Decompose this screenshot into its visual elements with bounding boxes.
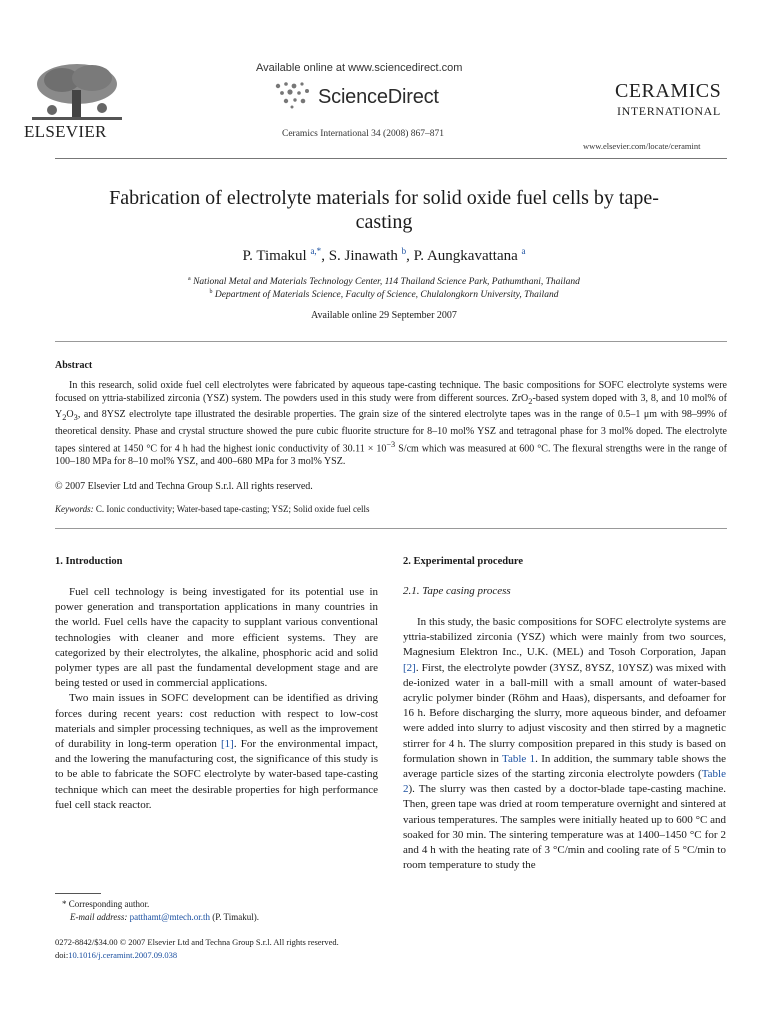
footnote-marker: * xyxy=(62,899,67,909)
footnote-divider xyxy=(55,893,101,894)
sciencedirect-dots-icon xyxy=(272,80,314,115)
section-heading-introduction: 1. Introduction xyxy=(55,556,123,567)
available-online-text[interactable]: Available online at www.sciencedirect.com xyxy=(256,62,463,74)
issn-copyright-line: 0272-8842/$34.00 © 2007 Elsevier Ltd and Techna Group S.r.l. All rights reserved. xyxy=(55,937,339,947)
author-list: P. Timakul $^{a,*}$, S. Jinawath $^b$, P. Aungkavattana $^a$ xyxy=(242,246,526,264)
copyright-notice: © 2007 Elsevier Ltd and Techna Group S.r.l. All rights reserved. xyxy=(55,481,313,492)
available-online-date: Available online 29 September 2007 xyxy=(311,310,457,321)
footnote-email xyxy=(70,912,259,922)
affiliation-text: Department of Materials Science, Faculty of Science, Chulalongkorn University, Thailand xyxy=(214,290,559,301)
footnote-text: Corresponding author. xyxy=(68,899,150,909)
author-name[interactable]: S. Jinawath xyxy=(328,248,398,264)
publisher-name: ELSEVIER xyxy=(24,122,107,141)
affiliation-a xyxy=(84,276,684,287)
keywords-list: C. Ionic conductivity; Water-based tape-casting; YSZ; Solid oxide fuel cells xyxy=(95,504,370,514)
doi-line xyxy=(55,950,177,960)
author-affiliation-mark[interactable]: a,* xyxy=(310,246,322,256)
affiliation-mark: a xyxy=(188,276,191,282)
email-owner: (P. Timakul). xyxy=(212,912,259,922)
affiliation-text: National Metal and Materials Technology Center, 114 Thailand Science Park, Pathumthani, Thailand xyxy=(193,277,580,288)
header-divider xyxy=(55,158,727,159)
reference-link[interactable]: [2] xyxy=(403,661,416,674)
sciencedirect-wordmark[interactable]: ScienceDirect xyxy=(318,86,439,108)
doi-label: doi: xyxy=(55,950,69,960)
email-label: E-mail address: xyxy=(70,912,128,922)
doi-link[interactable]: 10.1016/j.ceramint.2007.09.038 xyxy=(68,950,178,960)
experimental-body: In this study, the basic compositions for SOFC electrolyte systems are yttria-stabilized zirconia (YSZ) which were mainly from two sources, Magnesium Elektron Inc., U.K. (MEL) and Tosoh Corporation, Japan [2]. First, the electrolyte powder (3YSZ, 8YSZ, 10YSZ) was mixed with de-ionized water in a ball-mill with a small amount of water-based acrylic polymer binder (Röhm and Haas), dispersants, and defoamer for 16 h. Before discharging the slurry, more aqueous binder, and defoamer were added into slurry to adjust viscosity and then stirred by a magnetic stirrer for 4 h. The slurry composition prepared in this study is based on formulation shown in Table 1. In addition, the summary table shows the average particle sizes of the starting zirconia electrolyte powders (Table 2). The slurry was then casted by a doctor-blade tape-casting machine. Then, green tape was dried at room temperature overnight and sintered at various temperatures. The samples were initially heated up to 600 °C and soaked for 30 min. The sintering temperature was at 1400–1450 °C for 2 and 4 h with the heating rate of 3 °C/min and cooling rate of 5 °C/min to room temperature to study the xyxy=(403,616,726,872)
author-affiliation-mark[interactable]: b xyxy=(401,246,407,256)
keywords-label: Keywords: xyxy=(55,504,94,514)
footnote-corresponding xyxy=(62,899,149,909)
table-link[interactable]: Table 1 xyxy=(502,752,536,765)
introduction-body: Fuel cell technology is being investigated for its potential use in power generation and transportation applications in many countries in the world. Fuel cells have the capacity to supplant various conventional technologies with cleaner and more efficient systems. They are categorized by their electrolytes, the alkaline, phosphoric acid and solid polymer types are all past the fundamental development stage and are being tested or used in commercial applications. Two main issues in SOFC development can be identified as driving forces during recent years: cost reduction with respect to low-cost materials and simpler processing techniques, as well as the improvement of durability in long-term operation [1]. For the environmental impact, and the lowering the manufacturing cost, the significance of this study is to be able to fabricate the SOFC electrolyte by water-based tape-casting technique which can meet the desirable properties for high performance fuel cell stack reactor. xyxy=(55,586,379,811)
journal-name-line1: CERAMICS xyxy=(615,80,722,102)
author-affiliation-mark[interactable]: a xyxy=(521,246,526,256)
journal-name-line2: INTERNATIONAL xyxy=(617,104,721,118)
email-link[interactable]: patthamt@mtech.or.th xyxy=(129,912,210,922)
abstract-body: In this research, solid oxide fuel cell electrolytes were fabricated by aqueous tape-casting technique. The basic compositions for SOFC electrolyte systems were focused on yttria-stabilized zirconia (YSZ) system. The powders used in this study were from different sources. ZrO$_2$-based system doped with 3, 8, and 10 mol% of $Y_2O_3$, and 8YSZ electrolyte tape illustrated the desirable properties. The grain size of the sintered electrolyte tapes was in the range of 0.5–1 μm with 98–99% of theoretical density. Phase and crystal structure showed the pure cubic fluorite structure for 8–10 mol% YSZ and tetragonal phase for 3 mol% doped. The electrolyte tapes sintered at 1450 °C for 4 h had the highest ionic conductivity of $30.11 \times 10^{-3}$ S/cm which was measured at 600 °C. The flexural strengths were in the range of 100–180 MPa for 8–10 mol% YSZ, and 400–680 MPa for 3 mol% YSZ. xyxy=(55,380,728,468)
reference-link[interactable]: [1] xyxy=(221,738,234,751)
title-divider xyxy=(55,341,727,342)
abstract-heading: Abstract xyxy=(55,360,93,371)
author-name[interactable]: P. Aungkavattana xyxy=(413,248,518,264)
journal-url-link[interactable]: www.elsevier.com/locate/ceramint xyxy=(583,141,701,151)
table-link[interactable]: Table 2 xyxy=(403,768,726,796)
affiliation-mark: b xyxy=(209,289,213,295)
abstract-divider xyxy=(55,528,727,529)
affiliation-b xyxy=(84,289,684,300)
keywords-line xyxy=(55,504,369,514)
section-heading-experimental: 2. Experimental procedure xyxy=(403,556,524,567)
journal-citation: Ceramics International 34 (2008) 867–871 xyxy=(282,129,444,139)
subsection-heading: 2.1. Tape casing process xyxy=(403,585,511,597)
article-title: Fabrication of electrolyte materials for solid oxide fuel cells by tape-casting xyxy=(109,187,659,233)
author-name[interactable]: P. Timakul xyxy=(242,248,307,264)
